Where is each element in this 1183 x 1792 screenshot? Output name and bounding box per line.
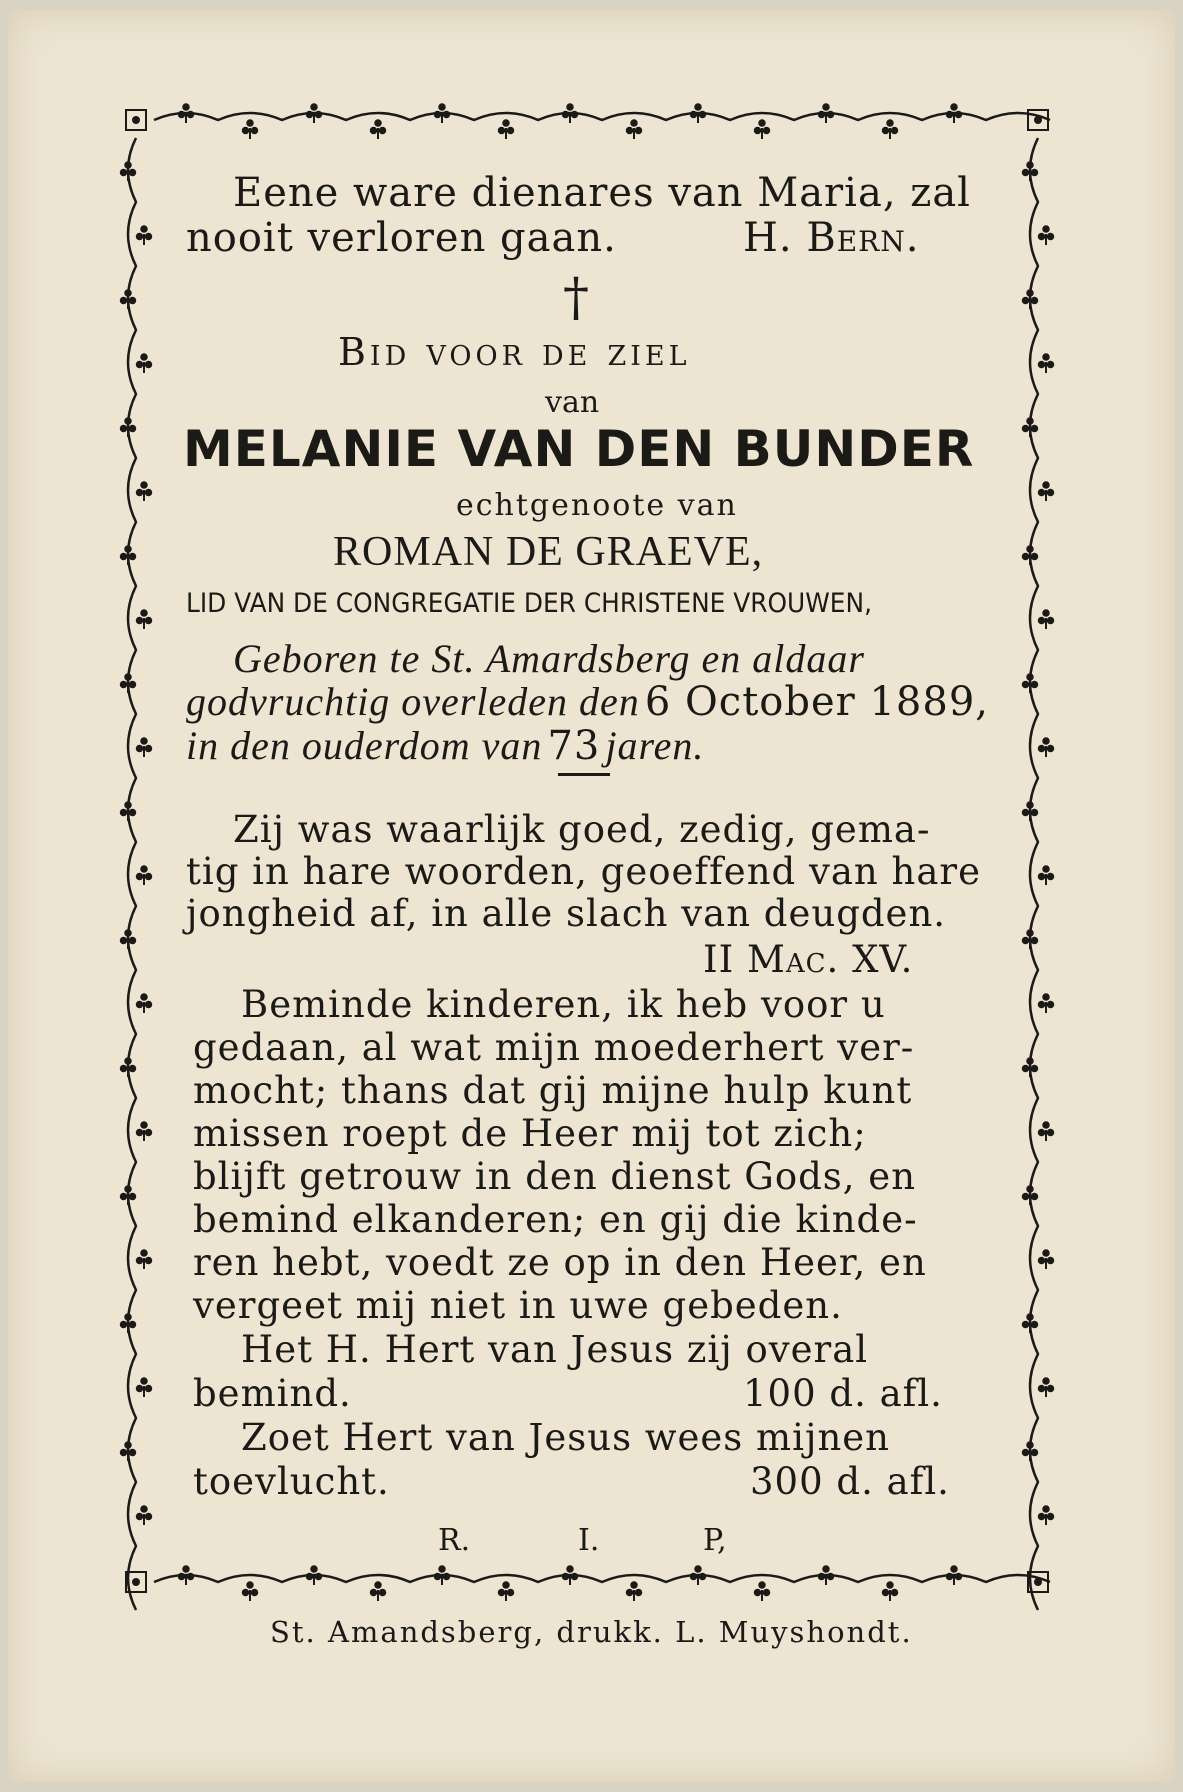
quote-source: H. Bern. (743, 215, 920, 261)
border-right-leaf (1022, 161, 1039, 181)
prayer2-line-1: Zoet Hert van Jesus wees mijnen (241, 1416, 890, 1459)
exhortation-line-5: blijft getrouw in den dienst Gods, en (193, 1155, 917, 1198)
border-left-leaf (136, 481, 153, 501)
border-left-leaf (136, 865, 153, 885)
bid-heading: Bid voor de ziel (338, 330, 691, 374)
birth-line-3 (186, 722, 704, 769)
birth-line-1: Geboren te St. Amardsberg en aldaar (233, 636, 865, 681)
border-left-leaf (136, 737, 153, 757)
border-top-leaf (242, 119, 259, 139)
verse-line-3: jongheid af, in alle slach van deugden. (186, 892, 947, 935)
border-right-leaf (1022, 1185, 1039, 1205)
border-top-leaf (434, 103, 451, 123)
exhortation-line-2: gedaan, al wat mijn moederhert ver- (193, 1026, 915, 1069)
prayer2-indulgence: 300 d. afl. (750, 1460, 950, 1503)
border-top-leaf (562, 103, 579, 123)
border-left-leaf (136, 353, 153, 373)
exhortation-line-3: mocht; thans dat gij mijne hulp kunt (193, 1069, 913, 1112)
border-right-leaf (1038, 1505, 1055, 1525)
border-right-leaf (1022, 1313, 1039, 1333)
border-top-leaf (690, 103, 707, 123)
death-date: 6 October 1889, (644, 679, 989, 725)
exhortation-line-1: Beminde kinderen, ik heb voor u (241, 983, 886, 1026)
border-left-leaf (120, 929, 137, 949)
birth-line-2-a: godvruchtig overleden den (186, 679, 640, 724)
border-left-leaf (120, 289, 137, 309)
verse-line-1: Zij was waarlijk goed, zedig, gema- (233, 808, 931, 851)
border-bottom-leaf (882, 1581, 899, 1601)
border-bottom-leaf (818, 1565, 835, 1585)
border-bottom-leaf (946, 1565, 963, 1585)
exhortation-line-8: vergeet mij niet in uwe gebeden. (193, 1284, 843, 1327)
border-left-leaf (136, 993, 153, 1013)
border-right-leaf (1038, 993, 1055, 1013)
border-bottom-leaf (498, 1581, 515, 1601)
border-left-leaf (120, 801, 137, 821)
exhortation-line-7: ren hebt, voedt ze op in den Heer, en (193, 1241, 927, 1284)
corner-ornament-dot (132, 1578, 140, 1586)
border-top-leaf (370, 119, 387, 139)
echtgenoote-label: echtgenoote van (456, 488, 738, 523)
congregation-line: LID VAN DE CONGREGATIE DER CHRISTENE VROUWEN, (186, 588, 872, 619)
border-top-leaf (818, 103, 835, 123)
border-bottom-leaf (370, 1581, 387, 1601)
border-left-leaf (136, 1249, 153, 1269)
border-bottom-leaf (754, 1581, 771, 1601)
rip-r: R. (438, 1523, 471, 1558)
border-left-leaf (120, 1441, 137, 1461)
border-right-leaf (1038, 1377, 1055, 1397)
border-right-leaf (1038, 865, 1055, 885)
verse-line-2: tig in hare woorden, geoeffend van hare (186, 850, 981, 893)
quote-line-2: nooit verloren gaan. (186, 215, 617, 261)
border-right-leaf (1022, 289, 1039, 309)
border-left-leaf (136, 1505, 153, 1525)
exhortation-line-4: missen roept de Heer mij tot zich; (193, 1112, 867, 1155)
border-left-leaf (120, 1313, 137, 1333)
border-right-leaf (1022, 801, 1039, 821)
border-bottom-leaf (242, 1581, 259, 1601)
border-right-leaf (1038, 225, 1055, 245)
spouse-name: ROMAN DE GRAEVE, (333, 529, 764, 575)
border-bottom-leaf (690, 1565, 707, 1585)
divider (558, 773, 610, 776)
border-right-leaf (1022, 545, 1039, 565)
border-bottom-leaf (434, 1565, 451, 1585)
border-right-leaf (1022, 417, 1039, 437)
border-top-leaf (498, 119, 515, 139)
border-left-leaf (120, 1057, 137, 1077)
border-right-leaf (1038, 481, 1055, 501)
border-bottom-leaf (562, 1565, 579, 1585)
birth-line-2 (186, 678, 989, 725)
border-right-leaf (1038, 737, 1055, 757)
birth-line-3-a: in den ouderdom van (186, 723, 543, 768)
memorial-card (8, 10, 1175, 1782)
border-left-leaf (136, 1377, 153, 1397)
quote-line-1: Eene ware dienares van Maria, zal (233, 170, 971, 216)
border-bottom-leaf (626, 1581, 643, 1601)
border-left (128, 138, 136, 1610)
border-top-leaf (306, 103, 323, 123)
border-right-leaf (1038, 353, 1055, 373)
border-top-leaf (178, 103, 195, 123)
border-top-leaf (946, 103, 963, 123)
border-right (1030, 138, 1038, 1610)
border-left-leaf (120, 1185, 137, 1205)
border-left-leaf (120, 545, 137, 565)
border-right-leaf (1038, 1121, 1055, 1141)
prayer1-line-1: Het H. Hert van Jesus zij overal (241, 1328, 869, 1371)
border-right-leaf (1022, 673, 1039, 693)
prayer1-line-2: bemind. (193, 1372, 352, 1415)
prayer2-line-2: toevlucht. (193, 1460, 390, 1503)
border-left-leaf (136, 609, 153, 629)
border-right-leaf (1038, 1249, 1055, 1269)
border-left-leaf (120, 417, 137, 437)
border-bottom-leaf (178, 1565, 195, 1585)
rip-i: I. (578, 1523, 600, 1558)
border-left-leaf (120, 673, 137, 693)
border-left-leaf (136, 225, 153, 245)
border-right-leaf (1022, 929, 1039, 949)
deceased-name: MELANIE VAN DEN BUNDER (183, 420, 975, 478)
rip-p: P, (703, 1523, 727, 1558)
border-top-leaf (882, 119, 899, 139)
border-right-leaf (1038, 609, 1055, 629)
exhortation-line-6: bemind elkanderen; en gij die kinde- (193, 1198, 918, 1241)
border-top-leaf (626, 119, 643, 139)
border-bottom (154, 1575, 1050, 1582)
border-right-leaf (1022, 1057, 1039, 1077)
age: 73 (547, 723, 601, 769)
border-top-leaf (754, 119, 771, 139)
birth-line-3-c: jaren. (605, 723, 705, 768)
border-left-leaf (120, 161, 137, 181)
corner-ornament-dot (132, 116, 140, 124)
cross-icon: † (563, 268, 589, 328)
van-label: van (545, 385, 600, 420)
verse-reference: II Mac. XV. (703, 938, 914, 981)
border-left-leaf (136, 1121, 153, 1141)
border-top (154, 113, 1050, 120)
prayer1-indulgence: 100 d. afl. (743, 1372, 943, 1415)
printer-footer: St. Amandsberg, drukk. L. Muyshondt. (270, 1615, 913, 1649)
border-bottom-leaf (306, 1565, 323, 1585)
border-right-leaf (1022, 1441, 1039, 1461)
